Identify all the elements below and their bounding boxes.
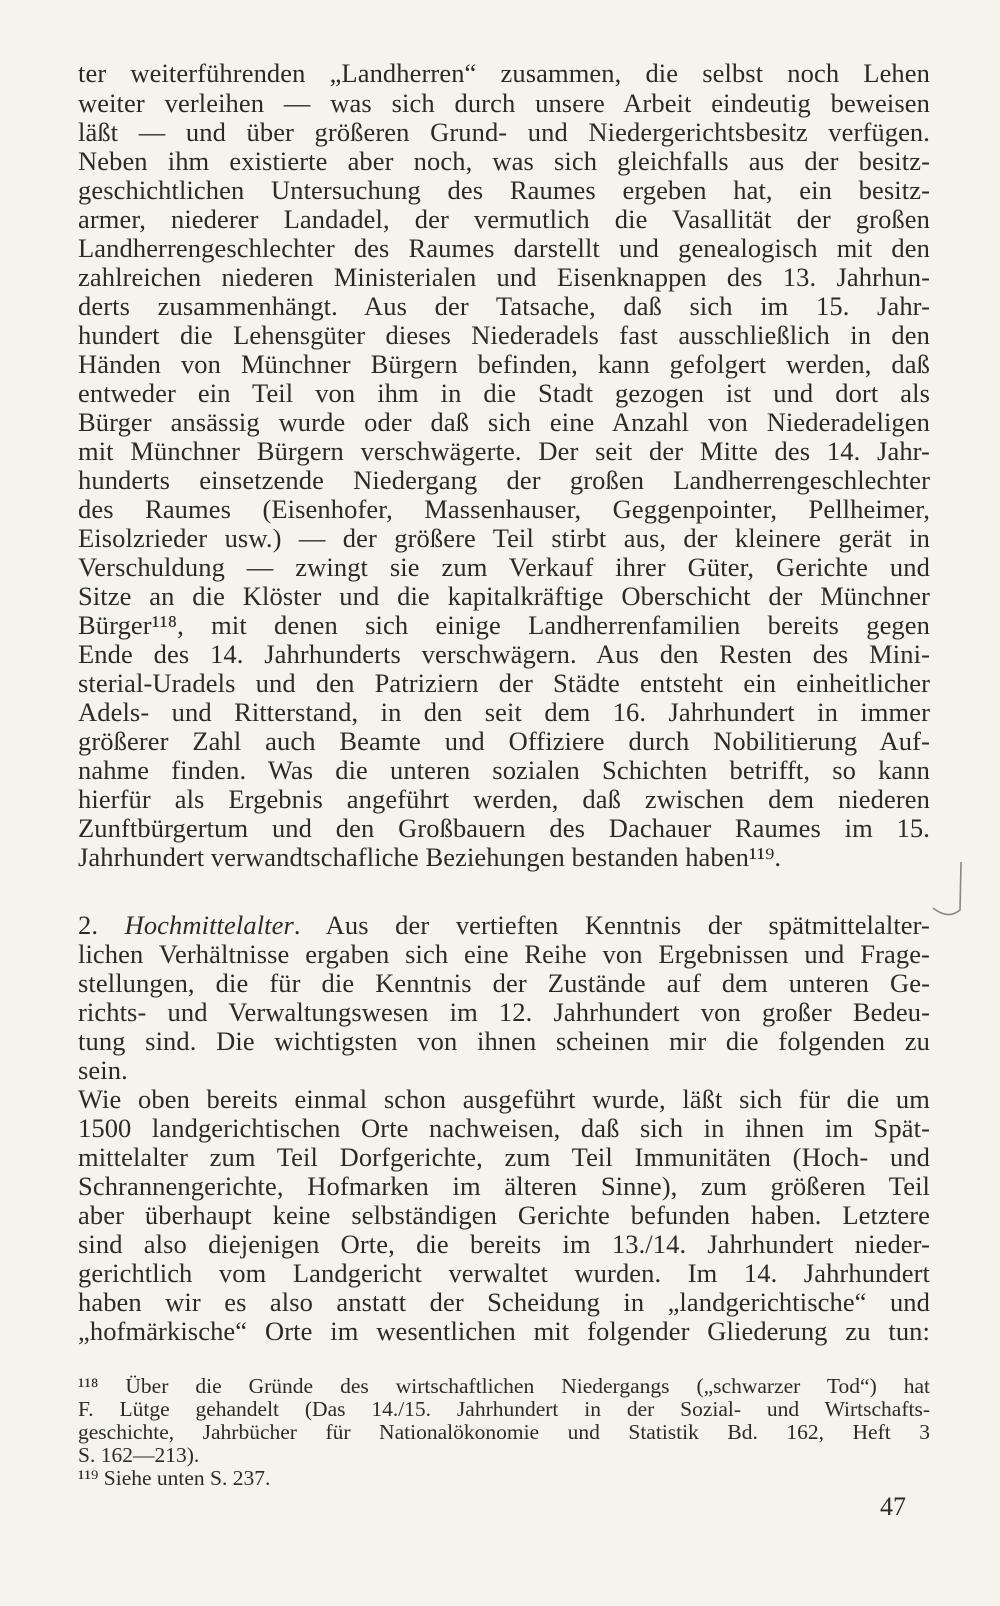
body-line: Landherrengeschlechter des Raumes darstellt und genealogisch mit den [78, 233, 930, 263]
body-line: Schrannengerichte, Hofmarken im älteren Sinne), zum größeren Teil [78, 1171, 930, 1201]
body-line: Verschuldung — zwingt sie zum Verkauf ihrer Güter, Gerichte und [78, 552, 930, 582]
footnote-line: F. Lütge gehandelt (Das 14./15. Jahrhundert in der Sozial- und Wirtschafts- [78, 1397, 930, 1421]
body-line: hunderts einsetzende Niedergang der großen Landherrengeschlechter [78, 465, 930, 495]
body-line: Zunftbürgertum und den Großbauern des Dachauer Raumes im 15. [78, 813, 930, 843]
body-line: Händen von Münchner Bürgern befinden, kann gefolgert werden, daß [78, 349, 930, 379]
body-line: zahlreichen niederen Ministerialen und Eisenknappen des 13. Jahrhun- [78, 262, 930, 292]
body-line: entweder ein Teil von ihm in die Stadt gezogen ist und dort als [78, 378, 930, 408]
body-line: aber überhaupt keine selbständigen Gerichte befunden haben. Letztere [78, 1200, 930, 1230]
body-line: des Raumes (Eisenhofer, Massenhauser, Geggenpointer, Pellheimer, [78, 494, 930, 524]
footnote-line: ¹¹⁸ Über die Gründe des wirtschaftlichen Niedergangs („schwarzer Tod“) hat [78, 1374, 930, 1398]
body-line: nahme finden. Was die unteren sozialen Schichten betrifft, so kann [78, 755, 930, 785]
body-line: sind also diejenigen Orte, die bereits im 13./14. Jahrhundert nieder- [78, 1229, 930, 1259]
body-line: mittelalter zum Teil Dorfgerichte, zum Teil Immunitäten (Hoch- und [78, 1142, 930, 1172]
body-line: lichen Verhältnisse ergaben sich eine Reihe von Ergebnissen und Frage- [78, 939, 930, 969]
body-line: läßt — und über größeren Grund- und Niedergerichtsbesitz verfügen. [78, 117, 930, 147]
section-heading-line: 2. Hochmittelalter. Aus der vertieften Kenntnis der spätmittelalter- [78, 910, 930, 940]
body-line: hierfür als Ergebnis angeführt werden, daß zwischen dem niederen [78, 784, 930, 814]
body-line: Neben ihm existierte aber noch, was sich gleichfalls aus der besitz- [78, 146, 930, 176]
body-line: sein. [78, 1055, 128, 1085]
footnote-line: geschichte, Jahrbücher für Nationalökonomie und Statistik Bd. 162, Heft 3 [78, 1420, 930, 1444]
body-line: sterial-Uradels und den Patriziern der Städte entsteht ein einheitlicher [78, 668, 930, 698]
body-line: Eisolzrieder usw.) — der größere Teil stirbt aus, der kleinere gerät in [78, 523, 930, 553]
body-line: tung sind. Die wichtigsten von ihnen scheinen mir die folgenden zu [78, 1026, 930, 1056]
footnote-line: S. 162—213). [78, 1443, 200, 1467]
body-line: hundert die Lehensgüter dieses Niederadels fast ausschließlich in den [78, 320, 930, 350]
body-line: stellungen, die für die Kenntnis der Zustände auf dem unteren Ge- [78, 968, 930, 998]
footnote-line: ¹¹⁹ Siehe unten S. 237. [78, 1466, 271, 1490]
body-line: größerer Zahl auch Beamte und Offiziere durch Nobilitierung Auf- [78, 726, 930, 756]
body-line: haben wir es also anstatt der Scheidung in „landgerichtische“ und [78, 1287, 930, 1317]
page-number: 47 [880, 1492, 906, 1521]
body-line: Ende des 14. Jahrhunderts verschwägern. Aus den Resten des Mini- [78, 639, 930, 669]
body-line: weiter verleihen — was sich durch unsere Arbeit eindeutig beweisen [78, 88, 930, 118]
body-line: Bürger¹¹⁸, mit denen sich einige Landherrenfamilien bereits gegen [78, 610, 930, 640]
pencil-mark-icon [928, 860, 968, 930]
body-line: armer, niederer Landadel, der vermutlich die Vasallität der großen [78, 204, 930, 234]
section-heading-italic: Hochmittelalter [124, 910, 294, 940]
body-line: Adels- und Ritterstand, in den seit dem 16. Jahrhundert in immer [78, 697, 930, 727]
body-line: Jahrhundert verwandtschafliche Beziehungen bestanden haben¹¹⁹. [78, 842, 782, 872]
body-line: „hofmärkische“ Orte im wesentlichen mit folgender Gliederung zu tun: [78, 1316, 930, 1346]
body-line: mit Münchner Bürgern verschwägerte. Der seit der Mitte des 14. Jahr- [78, 436, 930, 466]
body-line: geschichtlichen Untersuchung des Raumes ergeben hat, ein besitz- [78, 175, 930, 205]
body-line: gerichtlich vom Landgericht verwaltet wurden. Im 14. Jahrhundert [78, 1258, 930, 1288]
body-line: richts- und Verwaltungswesen im 12. Jahrhundert von großer Bedeu- [78, 997, 930, 1027]
body-line: 1500 landgerichtischen Orte nachweisen, daß sich in ihnen im Spät- [78, 1113, 930, 1143]
body-line: ter weiterführenden „Landherren“ zusammen, die selbst noch Lehen [78, 58, 930, 88]
body-line: Sitze an die Klöster und die kapitalkräftige Oberschicht der Münchner [78, 581, 930, 611]
body-line: derts zusammenhängt. Aus der Tatsache, daß sich im 15. Jahr- [78, 291, 930, 321]
body-line: Bürger ansässig wurde oder daß sich eine Anzahl von Niederadeligen [78, 407, 930, 437]
body-line: Wie oben bereits einmal schon ausgeführt wurde, läßt sich für die um [78, 1084, 930, 1114]
